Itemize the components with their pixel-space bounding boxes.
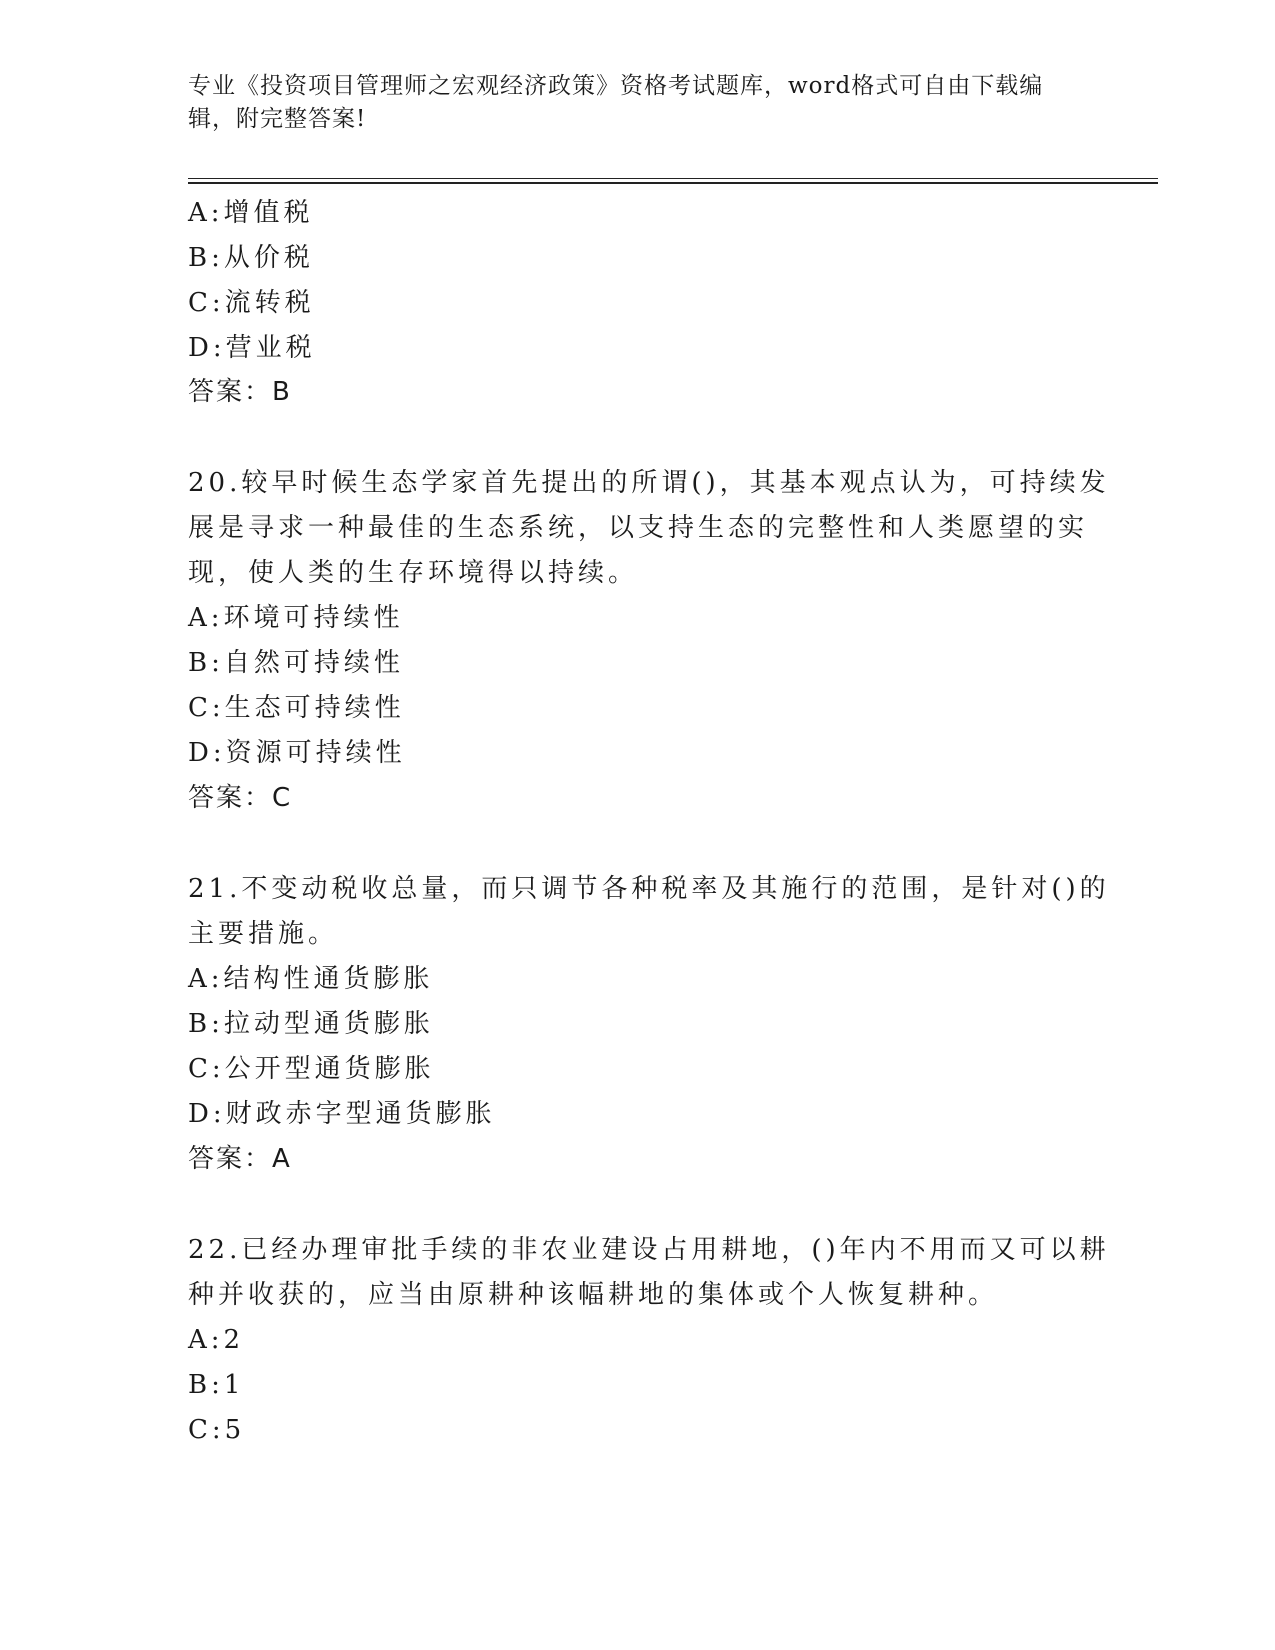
header-rule-top bbox=[188, 178, 1158, 179]
q21-stem-line-1: 21.不变动税收总量，而只调节各种税率及其施行的范围，是针对()的 bbox=[188, 874, 1110, 904]
q22-option-b: B:1 bbox=[188, 1370, 245, 1400]
q21-option-a: A:结构性通货膨胀 bbox=[188, 964, 434, 994]
q20-stem-line-2: 展是寻求一种最佳的生态系统，以支持生态的完整性和人类愿望的实 bbox=[188, 513, 1089, 543]
q22-option-a: A:2 bbox=[188, 1325, 245, 1355]
q19-option-d: D:营业税 bbox=[188, 333, 316, 363]
q22-option-c: C:5 bbox=[188, 1415, 246, 1445]
q22-stem-line-2: 种并收获的，应当由原耕种该幅耕地的集体或个人恢复耕种。 bbox=[188, 1280, 999, 1310]
q19-option-c: C:流转税 bbox=[188, 288, 315, 318]
q20-option-d: D:资源可持续性 bbox=[188, 738, 406, 768]
q20-option-b: B:自然可持续性 bbox=[188, 648, 404, 678]
q21-answer: 答案：A bbox=[188, 1144, 292, 1174]
q21-option-d: D:财政赤字型通货膨胀 bbox=[188, 1099, 496, 1129]
q20-stem-line-1: 20.较早时候生态学家首先提出的所谓()，其基本观点认为，可持续发 bbox=[188, 468, 1110, 498]
q19-option-b: B:从价税 bbox=[188, 243, 314, 273]
q20-answer: 答案：C bbox=[188, 783, 293, 813]
q20-option-a: A:环境可持续性 bbox=[188, 603, 404, 633]
q21-stem-line-2: 主要措施。 bbox=[188, 919, 339, 949]
q21-option-b: B:拉动型通货膨胀 bbox=[188, 1009, 434, 1039]
q21-option-c: C:公开型通货膨胀 bbox=[188, 1054, 435, 1084]
document-header: 专业《投资项目管理师之宏观经济政策》资格考试题库，word格式可自由下载编辑，附完整答案! bbox=[188, 73, 1044, 132]
q19-answer: 答案：B bbox=[188, 377, 292, 407]
q20-option-c: C:生态可持续性 bbox=[188, 693, 405, 723]
q20-stem-line-3: 现，使人类的生存环境得以持续。 bbox=[188, 558, 639, 588]
q19-option-a: A:增值税 bbox=[188, 198, 314, 228]
header-rule-bottom bbox=[188, 182, 1158, 184]
q22-stem-line-1: 22.已经办理审批手续的非农业建设占用耕地，()年内不用而又可以耕 bbox=[188, 1235, 1110, 1265]
